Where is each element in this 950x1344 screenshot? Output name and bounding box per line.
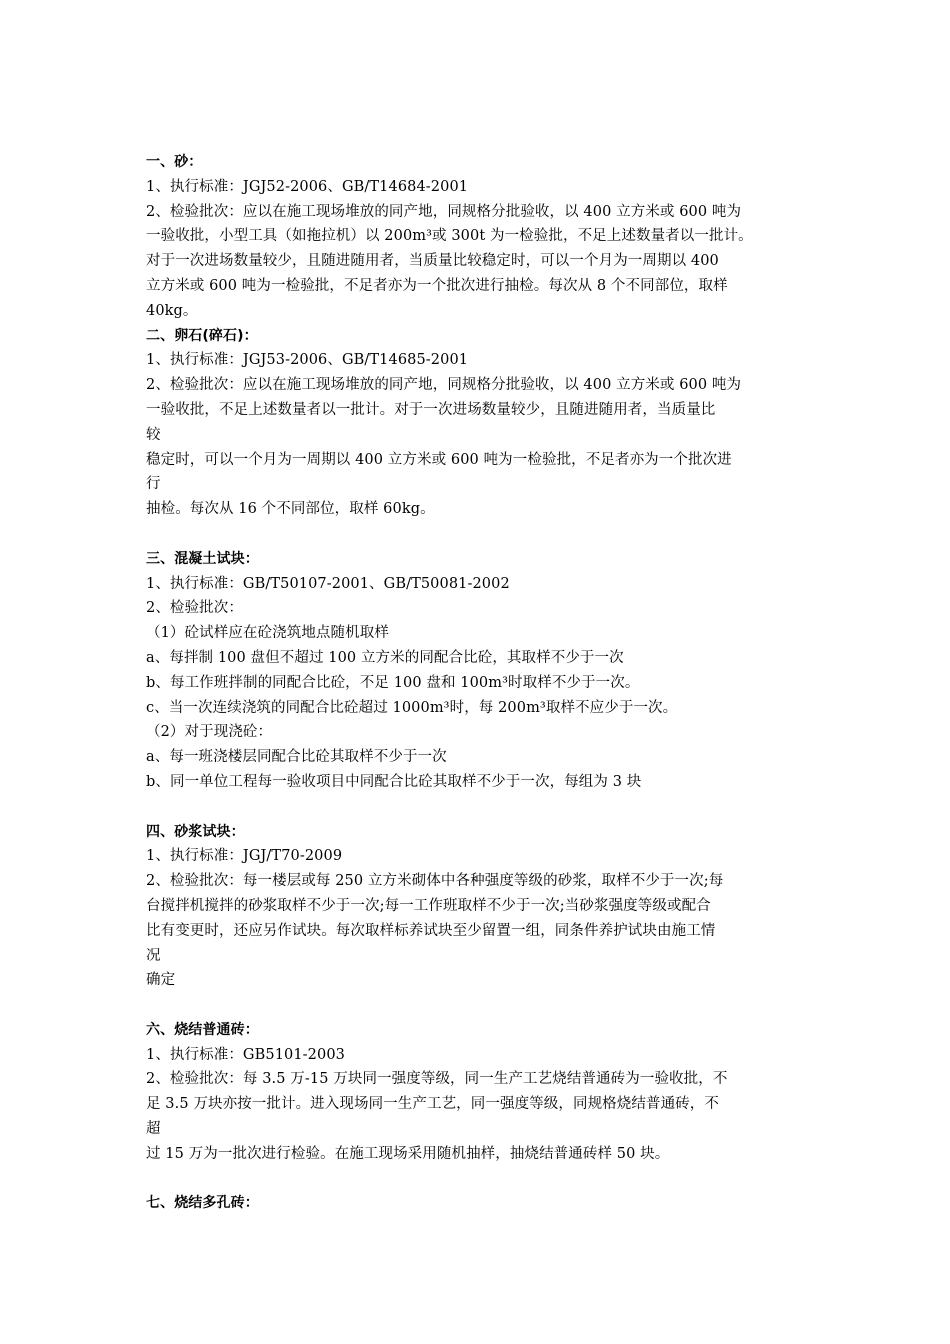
body-line: 2、检验批次：应以在施工现场堆放的同产地，同规格分批验收，以 400 立方米或 600 吨为 [146,203,742,220]
body-line: 立方米或 600 吨为一检验批，不足者亦为一个批次进行抽检。每次从 8 个不同部位，取样 [146,277,728,294]
body-line: 2、检验批次：每 3.5 万-15 万块同一强度等级，同一生产工艺烧结普通砖为一验收批，不 [146,1071,728,1088]
body-line: c、当一次连续浇筑的同配合比砼超过 1000m³时，每 200m³取样不应少于一次。 [146,699,678,716]
body-line: 2、检验批次：应以在施工现场堆放的同产地，同规格分批验收，以 400 立方米或 600 吨为 [146,377,742,394]
section-heading: 四、砂浆试块： [146,823,245,840]
body-line: 1、执行标准：GB/T50107-2001、GB/T50081-2002 [146,575,510,592]
section-heading: 二、卵石(碎石)： [146,327,258,344]
body-line: 1、执行标准：JGJ/T70-2009 [146,848,343,865]
body-line: 超 [146,1121,161,1138]
section-heading: 一、砂： [146,154,203,170]
body-line: 一验收批，不足上述数量者以一批计。对于一次进场数量较少，且随进随用者，当质量比 [146,401,716,418]
paragraph-gap [146,795,826,820]
section-heading: 六、烧结普通砖： [146,1021,259,1038]
body-line: 2、检验批次：每一楼层或每 250 立方米砌体中各种强度等级的砂浆，取样不少于一次;每 [146,873,724,890]
document-body [146,150,826,1216]
body-line: 过 15 万为一批次进行检验。在施工现场采用随机抽样，抽烧结普通砖样 50 块。 [146,1145,670,1162]
paragraph-gap [146,993,826,1018]
paragraph-gap [146,522,826,547]
body-line: 1、执行标准：JGJ52-2006、GB/T14684-2001 [146,178,469,195]
body-line: 对于一次进场数量较少，且随进随用者，当质量比较稳定时，可以一个月为一周期以 400 [146,253,719,270]
body-line: 一验收批，小型工具（如拖拉机）以 200m³或 300t 为一检验批，不足上述数量者以一批计。 [146,228,753,245]
body-line: b、每工作班拌制的同配合比砼，不足 100 盘和 100m³时取样不少于一次。 [146,674,640,691]
body-line: （1）砼试样应在砼浇筑地点随机取样 [146,625,389,642]
body-line: 1、执行标准：GB5101-2003 [146,1046,345,1063]
body-line: b、同一单位工程每一验收项目中同配合比砼其取样不少于一次，每组为 3 块 [146,773,642,790]
body-line: 足 3.5 万块亦按一批计。进入现场同一生产工艺，同一强度等级，同规格烧结普通砖，不 [146,1096,719,1113]
body-line: 确定 [146,972,176,989]
section-heading: 七、烧结多孔砖： [146,1195,259,1212]
section-heading: 三、混凝土试块： [146,550,259,567]
body-line: 行 [146,476,161,493]
body-line: a、每拌制 100 盘但不超过 100 立方米的同配合比砼，其取样不少于一次 [146,649,624,666]
body-line: 1、执行标准：JGJ53-2006、GB/T14685-2001 [146,352,469,369]
body-line: 2、检验批次： [146,600,243,617]
body-line: 稳定时，可以一个月为一周期以 400 立方米或 600 吨为一检验批，不足者亦为一个批次进 [146,451,732,468]
paragraph-gap [146,1167,826,1192]
body-line: （2）对于现浇砼： [146,724,273,741]
body-line: 况 [146,947,161,964]
body-line: 抽检。每次从 16 个不同部位，取样 60kg。 [146,501,435,518]
body-line: 40kg。 [146,302,198,319]
body-line: a、每一班浇楼层同配合比砼其取样不少于一次 [146,749,447,766]
body-line: 比有变更时，还应另作试块。每次取样标养试块至少留置一组，同条件养护试块由施工情 [146,922,716,939]
body-line: 较 [146,426,161,443]
body-line: 台搅拌机搅拌的砂浆取样不少于一次;每一工作班取样不少于一次;当砂浆强度等级或配合 [146,897,711,914]
